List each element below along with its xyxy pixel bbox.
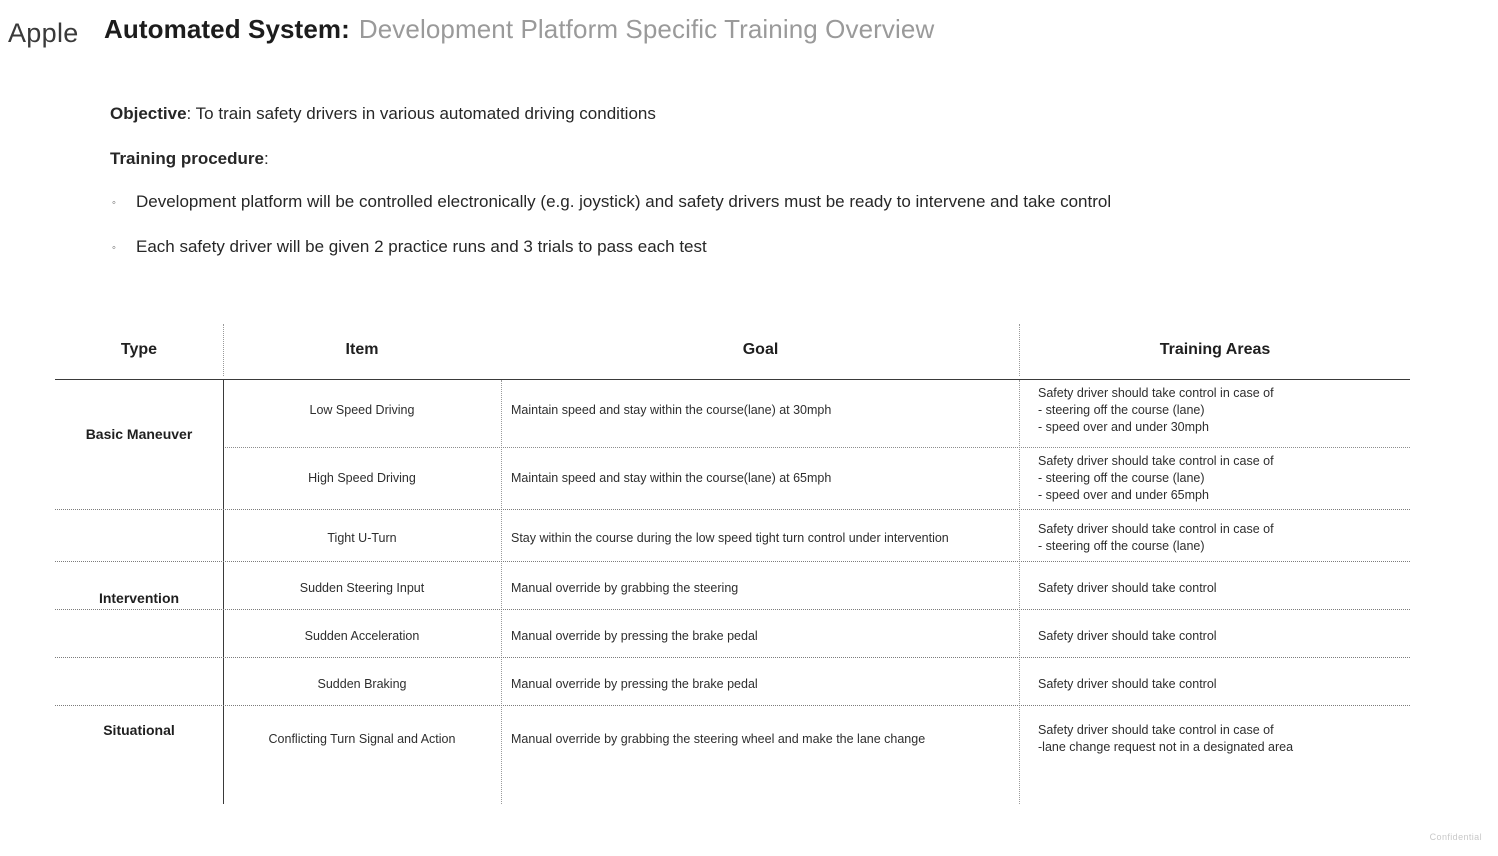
brand-label: Apple bbox=[8, 18, 79, 48]
cell-type bbox=[55, 612, 223, 660]
objective-text: : To train safety drivers in various automated driving conditions bbox=[186, 104, 656, 123]
bullet-dot-icon: ◦ bbox=[112, 197, 116, 209]
training-line: - speed over and under 65mph bbox=[1038, 487, 1209, 502]
procedure-heading bbox=[110, 149, 269, 169]
cell-goal: Maintain speed and stay within the course(lane) at 65mph bbox=[511, 470, 832, 485]
procedure-colon: : bbox=[263, 149, 269, 168]
cell-item: Sudden Acceleration bbox=[304, 628, 420, 643]
cell-training: Safety driver should take control bbox=[1038, 628, 1217, 643]
training-line: -lane change request not in a designated area bbox=[1038, 740, 1294, 754]
cell-goal: Maintain speed and stay within the course(lane) at 30mph bbox=[511, 402, 832, 417]
slide-header bbox=[0, 8, 1498, 58]
training-line: - steering off the course (lane) bbox=[1038, 470, 1205, 485]
row-divider bbox=[55, 609, 1410, 610]
column-header-type: Type bbox=[120, 340, 158, 358]
table-row bbox=[55, 512, 1410, 564]
cell-training bbox=[1028, 512, 1410, 564]
cell-training bbox=[1028, 376, 1410, 444]
table-row bbox=[55, 376, 1410, 444]
training-line: - steering off the course (lane) bbox=[1038, 402, 1205, 417]
list-item bbox=[112, 235, 1442, 261]
training-line: Safety driver should take control in case of bbox=[1038, 522, 1274, 536]
cell-training: Safety driver should take control bbox=[1038, 676, 1217, 691]
column-header-training-areas: Training Areas bbox=[1159, 340, 1271, 358]
training-line: - speed over and under 30mph bbox=[1038, 419, 1209, 434]
training-line: Safety driver should take control in case of bbox=[1038, 723, 1274, 737]
confidential-watermark: Confidential bbox=[1429, 832, 1482, 842]
training-line: - steering off the course (lane) bbox=[1038, 539, 1205, 553]
group-label-situational: Situational bbox=[103, 722, 175, 738]
training-line: Safety driver should take control in case of bbox=[1038, 385, 1274, 400]
table-row bbox=[55, 564, 1410, 612]
training-line: Safety driver should take control in case of bbox=[1038, 453, 1274, 468]
objective-line bbox=[110, 104, 656, 124]
bullet-text: Each safety driver will be given 2 practice runs and 3 trials to pass each test bbox=[136, 237, 707, 256]
cell-goal: Manual override by pressing the brake pedal bbox=[511, 628, 758, 643]
cell-goal: Stay within the course during the low speed tight turn control under intervention bbox=[511, 530, 949, 545]
cell-type bbox=[55, 512, 223, 564]
page-title bbox=[104, 14, 948, 54]
objective-label: Objective bbox=[110, 104, 187, 123]
cell-goal: Manual override by pressing the brake pedal bbox=[511, 676, 758, 691]
cell-goal: Manual override by grabbing the steering bbox=[511, 580, 739, 595]
group-label-intervention: Intervention bbox=[98, 590, 180, 606]
row-divider bbox=[55, 657, 1410, 658]
cell-item: Conflicting Turn Signal and Action bbox=[268, 731, 456, 746]
page-title-strong: Automated System: bbox=[104, 14, 350, 44]
bullet-text: Development platform will be controlled electronically (e.g. joystick) and safety drivers must be ready to intervene and take control bbox=[136, 192, 1112, 211]
training-table bbox=[55, 322, 1410, 770]
column-header-goal: Goal bbox=[742, 340, 779, 358]
table-row bbox=[55, 612, 1410, 660]
group-divider bbox=[55, 705, 1410, 706]
procedure-bullets bbox=[112, 190, 1442, 280]
cell-goal: Manual override by grabbing the steering wheel and make the lane change bbox=[511, 731, 926, 746]
group-divider bbox=[55, 509, 1410, 510]
table-row bbox=[55, 444, 1410, 512]
cell-item: Tight U-Turn bbox=[327, 530, 397, 545]
bullet-dot-icon: ◦ bbox=[112, 242, 116, 254]
cell-item: Sudden Braking bbox=[317, 676, 407, 691]
cell-type bbox=[55, 444, 223, 512]
page-title-light: Development Platform Specific Training Overview bbox=[358, 14, 935, 44]
cell-training bbox=[1028, 708, 1410, 770]
cell-item: High Speed Driving bbox=[308, 470, 416, 485]
cell-training: Safety driver should take control bbox=[1038, 580, 1217, 595]
group-label-basic-maneuver: Basic Maneuver bbox=[85, 426, 193, 442]
cell-training bbox=[1028, 444, 1410, 512]
cell-type bbox=[55, 660, 223, 708]
table-row bbox=[55, 660, 1410, 708]
table-row bbox=[55, 708, 1410, 770]
list-item bbox=[112, 190, 1442, 216]
procedure-label: Training procedure bbox=[110, 149, 264, 168]
cell-item: Low Speed Driving bbox=[309, 402, 415, 417]
row-divider bbox=[55, 561, 1410, 562]
table-header-row bbox=[55, 322, 1410, 376]
cell-item: Sudden Steering Input bbox=[299, 580, 425, 595]
column-header-item: Item bbox=[345, 340, 379, 358]
cell-type bbox=[55, 708, 223, 770]
